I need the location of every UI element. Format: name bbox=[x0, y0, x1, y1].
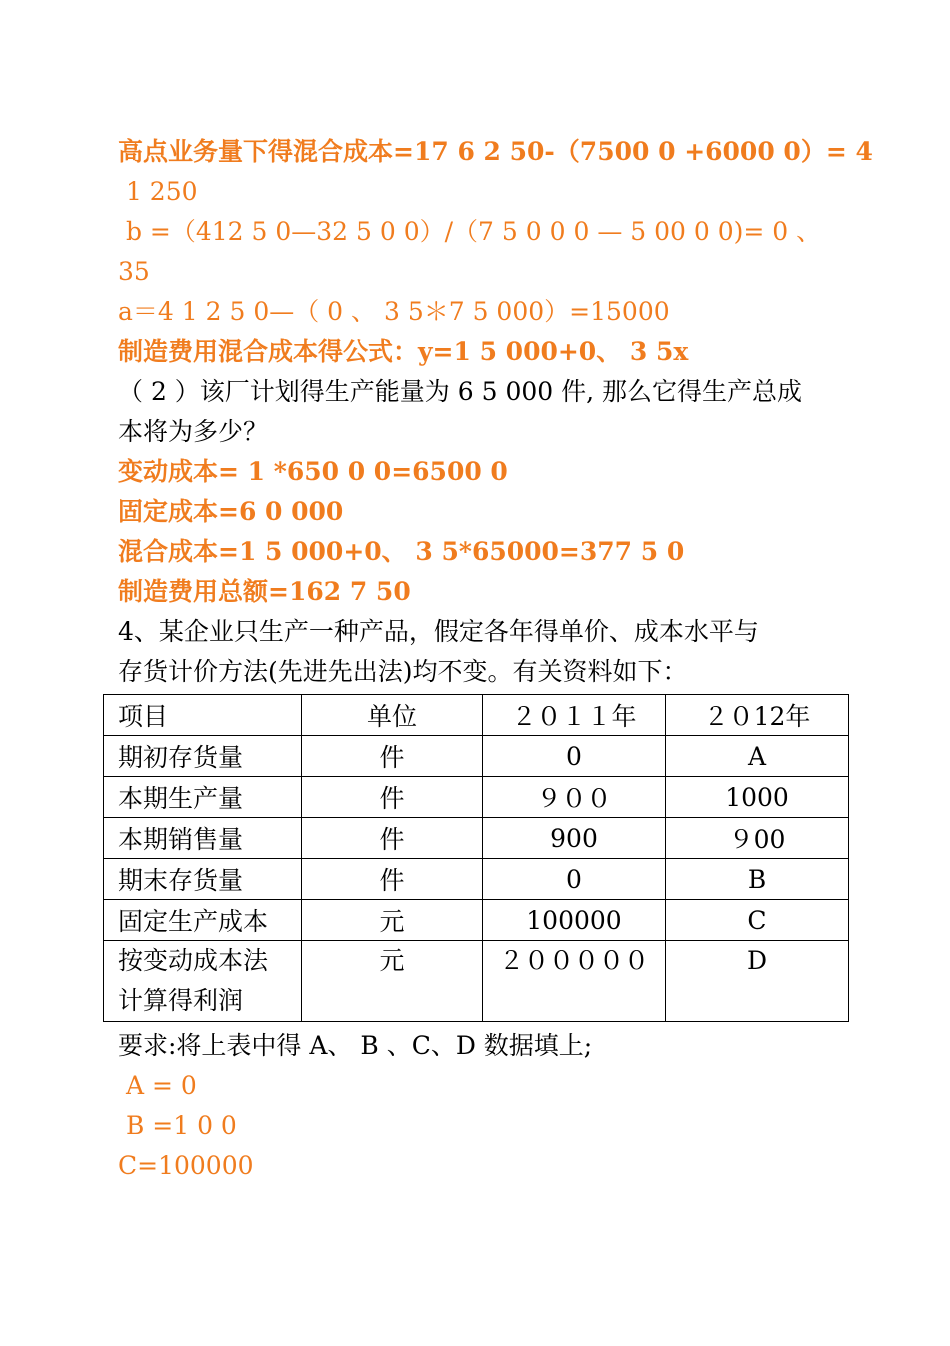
table-header-row bbox=[104, 695, 849, 736]
answer-line: A = 0 bbox=[118, 1071, 197, 1100]
table-cell: 元 bbox=[302, 941, 483, 1022]
text-line: 35 bbox=[118, 257, 150, 286]
text-line: 高点业务量下得混合成本=17 6 2 50-（7500 0 +6000 0）= 4 bbox=[118, 137, 873, 166]
table-cell: A bbox=[666, 736, 849, 777]
table-cell: 1000 bbox=[666, 777, 849, 818]
text-line: 固定成本=6 0 000 bbox=[118, 497, 344, 526]
table-cell: ９00 bbox=[666, 818, 849, 859]
table-cell bbox=[104, 941, 302, 1022]
table-cell: 0 bbox=[483, 736, 666, 777]
table-header-cell: 项目 bbox=[104, 695, 302, 736]
text-line: 1 250 bbox=[118, 177, 198, 206]
answer-line: C=100000 bbox=[118, 1151, 254, 1180]
table-row bbox=[104, 941, 849, 1022]
table-cell: 期初存货量 bbox=[104, 736, 302, 777]
text-line: 制造费用总额=162 7 50 bbox=[118, 577, 411, 606]
question-line: 本将为多少？ bbox=[118, 417, 269, 446]
text-line: a＝4 1 2 5 0—（ 0 、 3 5＊7 5 000）=15000 bbox=[118, 297, 670, 326]
table-cell: 元 bbox=[302, 900, 483, 941]
table-cell: 100000 bbox=[483, 900, 666, 941]
table-cell: B bbox=[666, 859, 849, 900]
text-line: 制造费用混合成本得公式：y=1 5 000+0、 3 5x bbox=[118, 337, 689, 366]
table-cell: 件 bbox=[302, 777, 483, 818]
table-cell: 本期生产量 bbox=[104, 777, 302, 818]
question-line: （ 2 ）该厂计划得生产能量为 6 5 000 件, 那么它得生产总成 bbox=[118, 377, 803, 406]
table-header-cell: 单位 bbox=[302, 695, 483, 736]
question-line: 4、某企业只生产一种产品，假定各年得单价、成本水平与 bbox=[118, 617, 759, 646]
table-cell: ９００ bbox=[483, 777, 666, 818]
table-row bbox=[104, 736, 849, 777]
text-line: 变动成本= 1 *650 0 0=6500 0 bbox=[118, 457, 508, 486]
table-cell: 件 bbox=[302, 818, 483, 859]
requirement-line: 要求:将上表中得 A、 B 、C、D 数据填上; bbox=[118, 1031, 593, 1060]
table-cell: 本期销售量 bbox=[104, 818, 302, 859]
table-cell-line: 按变动成本法 bbox=[118, 946, 269, 975]
table-cell: 0 bbox=[483, 859, 666, 900]
table-row bbox=[104, 818, 849, 859]
table-cell: ２０００００ bbox=[483, 941, 666, 1022]
table-cell: D bbox=[666, 941, 849, 1022]
table-row bbox=[104, 900, 849, 941]
answer-line: B =1 0 0 bbox=[118, 1111, 237, 1140]
table-cell: C bbox=[666, 900, 849, 941]
table-cell: 期末存货量 bbox=[104, 859, 302, 900]
table-cell-line: 计算得利润 bbox=[118, 986, 244, 1015]
text-line: 混合成本=1 5 000+0、 3 5*65000=377 5 0 bbox=[118, 537, 685, 566]
table-cell: 固定生产成本 bbox=[104, 900, 302, 941]
data-table bbox=[103, 694, 849, 1022]
table-cell: 900 bbox=[483, 818, 666, 859]
table-row bbox=[104, 777, 849, 818]
table-header-cell: ２０１１年 bbox=[483, 695, 666, 736]
question-line: 存货计价方法(先进先出法)均不变。有关资料如下： bbox=[118, 657, 688, 686]
table-cell: 件 bbox=[302, 736, 483, 777]
table-cell: 件 bbox=[302, 859, 483, 900]
table-header-cell: ２０12年 bbox=[666, 695, 849, 736]
text-line: b =（412 5 0—32 5 0 0）/（7 5 0 0 0 — 5 00 0 0)= 0 、 bbox=[118, 217, 822, 246]
table-row bbox=[104, 859, 849, 900]
